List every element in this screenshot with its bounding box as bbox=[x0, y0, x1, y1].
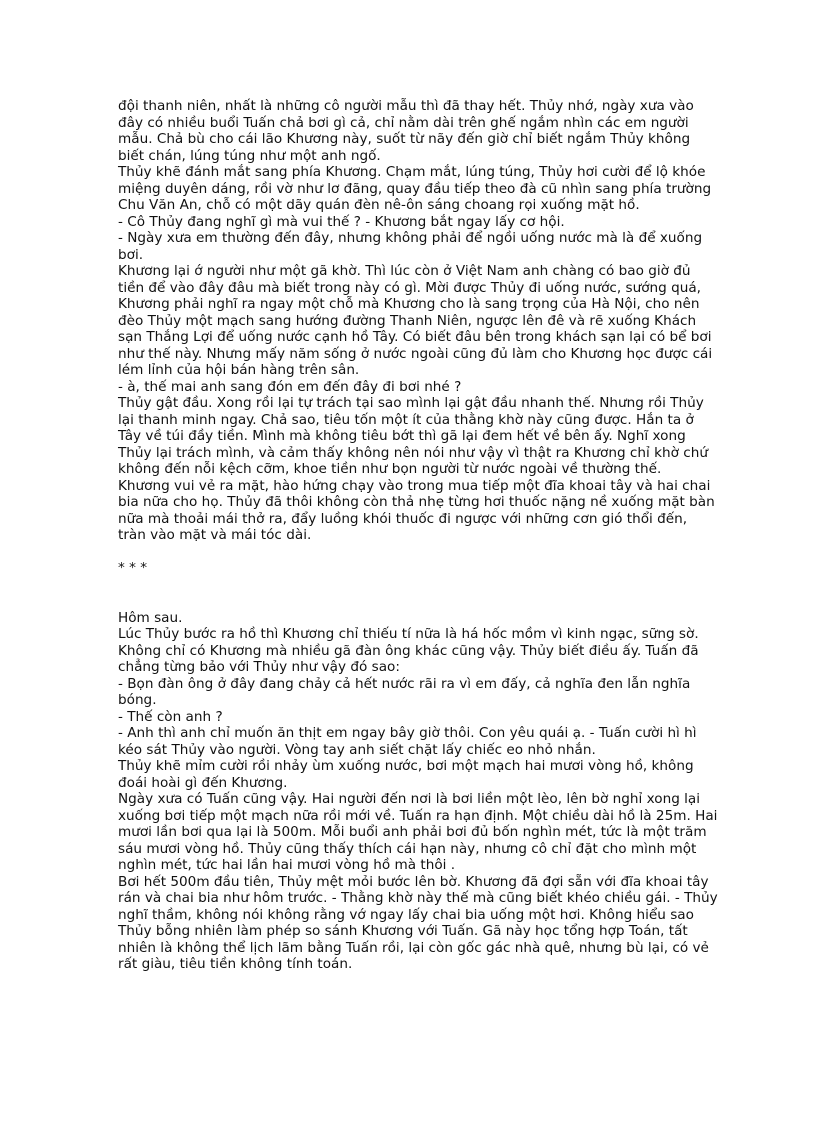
spacer bbox=[118, 577, 718, 610]
dialogue-line: - Ngày xưa em thường đến đây, nhưng không phải để ngồi uống nước mà là để xuống bơi. bbox=[118, 230, 703, 263]
paragraph: Thủy khẽ đánh mắt sang phía Khương. Chạm mắt, lúng túng, Thủy hơi cười để lộ khóe miệng duyên dáng, rồi vờ như lơ đãng, quay đầu tiếp theo đà cũ nhìn sang phía trường Chu Văn An, chỗ có một dãy quán đèn nê-ôn sáng choang rọi xuống mặt hồ. bbox=[118, 164, 712, 213]
section-separator: * * * bbox=[118, 560, 148, 576]
paragraph: đội thanh niên, nhất là những cô người mẫu thì đã thay hết. Thủy nhớ, ngày xưa vào đây có nhiều buổi Tuấn chả bơi gì cả, chỉ nằm dài trên ghế ngắm nhìn các em người mẫu. Chả bù cho cái lão Khương này, suốt từ nãy đến giờ chỉ biết ngắm Thủy không biết chán, lúng túng như một anh ngố. bbox=[118, 98, 694, 164]
spacer bbox=[118, 544, 718, 561]
paragraph: Ngày xưa có Tuấn cũng vậy. Hai người đến nơi là bơi liền một lèo, lên bờ nghỉ xong lại xuống bơi tiếp một mạch nữa rồi mới về. Tuấn ra hạn định. Một chiều dài hồ là 25m. Hai mươi lần bơi qua lại là 500m. Mỗi buổi anh phải bơi đủ bốn nghìn mét, tức là một trăm sáu mươi vòng hồ. Thủy cũng thấy thích cái hạn này, nhưng cô chỉ đặt cho mình một nghìn mét, tức hai lần hai mươi vòng hồ mà thôi . bbox=[118, 791, 718, 873]
document-page bbox=[118, 98, 718, 973]
section-part-2 bbox=[118, 610, 718, 973]
paragraph: Thủy khẽ mỉm cười rồi nhảy ùm xuống nước, bơi một mạch hai mươi vòng hồ, không đoái hoài gì đến Khương. bbox=[118, 758, 694, 791]
paragraph: Bơi hết 500m đầu tiên, Thủy mệt mỏi bước lên bờ. Khương đã đợi sẵn với đĩa khoai tây rán và chai bia như hôm trước. - Thằng khờ này thế mà cũng biết khéo chiều gái. - Thủy nghĩ thầm, không nói không rằng vớ ngay lấy chai bia uống một hơi. Không hiểu sao Thủy bỗng nhiên làm phép so sánh Khương với Tuấn. Gã này học tổng hợp Toán, tất nhiên là không thể lịch lãm bằng Tuấn rồi, lại còn gốc gác nhà quê, nhưng bù lại, có vẻ rất giàu, tiêu tiền không tính toán. bbox=[118, 873, 718, 972]
dialogue-line: - Cô Thủy đang nghĩ gì mà vui thế ? - Khương bắt ngay lấy cơ hội. bbox=[118, 213, 565, 230]
paragraph: Thủy gật đầu. Xong rồi lại tự trách tại sao mình lại gật đầu nhanh thế. Nhưng rồi Thủy lại thanh minh ngay. Chả sao, tiêu tốn một ít của thằng khờ này cũng được. Hắn ta ở Tây về túi đầy tiền. Mình mà không tiêu bớt thì gã lại đem hết về bên ấy. Nghĩ xong Thủy lại trách mình, và cảm thấy không nên nói như vậy vì thật ra Khương chỉ khờ chứ không đến nỗi kệch cỡm, khoe tiền như bọn người từ nước ngoài về thường thế. bbox=[118, 395, 708, 477]
paragraph: Khương lại ớ người như một gã khờ. Thì lúc còn ở Việt Nam anh chàng có bao giờ đủ tiền để vào đây đâu mà biết trong này có gì. Mời được Thủy đi uống nước, sướng quá, Khương phải nghĩ ra ngay một chỗ mà Khương cho là sang trọng của Hà Nội, cho nên đèo Thủy một mạch sang hướng đường Thanh Niên, ngược lên đê và rẽ xuống Khách sạn Thắng Lợi để uống nước cạnh hồ Tây. Có biết đâu bên trong khách sạn lại có bể bơi như thế này. Nhưng mấy năm sống ở nước ngoài cũng đủ làm cho Khương học được cái lém lỉnh của hội bán hàng trên sân. bbox=[118, 263, 713, 378]
paragraph: Lúc Thủy bước ra hồ thì Khương chỉ thiếu tí nữa là há hốc mồm vì kinh ngạc, sững sờ. Không chỉ có Khương mà nhiều gã đàn ông khác cũng vậy. Thủy biết điều ấy. Tuấn đã chẳng từng bảo với Thủy như vậy đó sao: bbox=[118, 626, 699, 675]
dialogue-line: - Bọn đàn ông ở đây đang chảy cả hết nước rãi ra vì em đấy, cả nghĩa đen lẫn nghĩa bóng. bbox=[118, 675, 691, 708]
paragraph: Hôm sau. bbox=[118, 609, 183, 626]
dialogue-line: - Anh thì anh chỉ muốn ăn thịt em ngay bây giờ thôi. Con yêu quái ạ. - Tuấn cười hì hì kéo sát Thủy vào người. Vòng tay anh siết chặt lấy chiếc eo nhỏ nhắn. bbox=[118, 725, 697, 758]
dialogue-line: - Thế còn anh ? bbox=[118, 708, 223, 725]
paragraph: Khương vui vẻ ra mặt, hào hứng chạy vào trong mua tiếp một đĩa khoai tây và hai chai bia nữa cho họ. Thủy đã thôi không còn thả nhẹ từng hơi thuốc nặng nề xuống mặt bàn nữa mà thoải mái thở ra, đẩy luồng khói thuốc đi ngược với những cơn gió thổi đến, tràn vào mặt và mái tóc dài. bbox=[118, 477, 715, 543]
dialogue-line: - à, thế mai anh sang đón em đến đây đi bơi nhé ? bbox=[118, 378, 462, 395]
section-part-1 bbox=[118, 98, 718, 544]
